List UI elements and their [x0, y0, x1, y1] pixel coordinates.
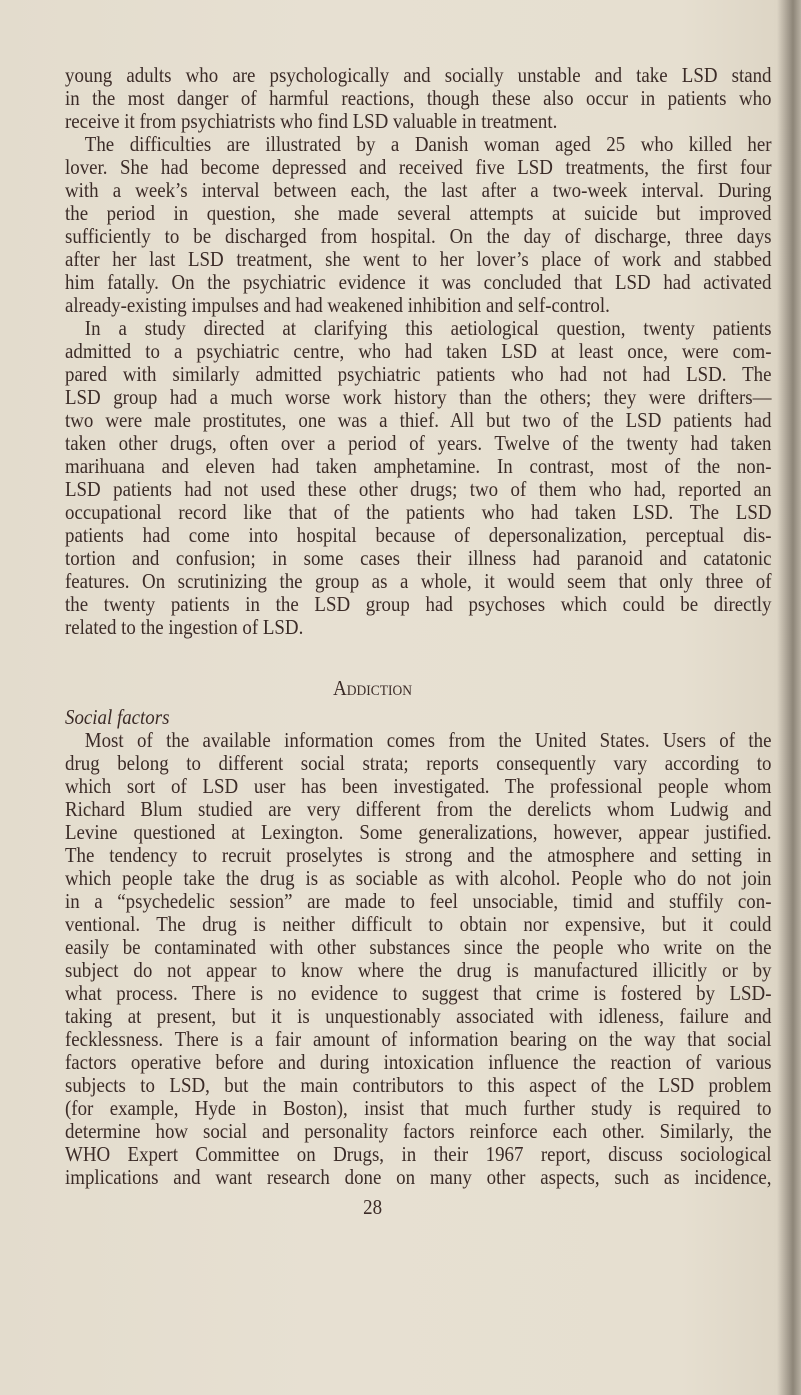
- text-line: factors operative before and during intoxication influence the reaction of various: [65, 1050, 772, 1074]
- text-line: after her last LSD treatment, she went to her lover’s place of work and stabbed: [65, 247, 772, 271]
- text-line: fecklessness. There is a fair amount of information bearing on the way that social: [65, 1027, 772, 1051]
- text-line: two were male prostitutes, one was a thief. All but two of the LSD patients had: [65, 408, 772, 432]
- text-line: sufficiently to be discharged from hospital. On the day of discharge, three days: [65, 224, 772, 248]
- text-line: with a week’s interval between each, the last after a two-week interval. During: [65, 178, 772, 202]
- text-line: ventional. The drug is neither difficult to obtain nor expensive, but it could: [65, 912, 772, 936]
- text-line: related to the ingestion of LSD.: [65, 615, 304, 639]
- text-line: already-existing impulses and had weakened inhibition and self-control.: [65, 293, 610, 317]
- text-line: the twenty patients in the LSD group had psychoses which could be directly: [65, 592, 772, 616]
- text-line: Richard Blum studied are very different from the derelicts whom Ludwig and: [65, 797, 772, 821]
- text-line: in a “psychedelic session” are made to feel unsociable, timid and stuffily con-: [65, 889, 772, 913]
- text-line: the period in question, she made several attempts at suicide but improved: [65, 201, 772, 225]
- text-line: LSD group had a much worse work history than the others; they were drifters—: [65, 385, 772, 409]
- text-line: in the most danger of harmful reactions, though these also occur in patients who: [65, 86, 772, 110]
- body-text-upper: [65, 64, 772, 639]
- text-line: implications and want research done on many other aspects, such as incidence,: [65, 1165, 772, 1189]
- text-line: subjects to LSD, but the main contributors to this aspect of the LSD problem: [65, 1073, 772, 1097]
- text-line: The tendency to recruit proselytes is strong and the atmosphere and setting in: [65, 843, 772, 867]
- subsection-heading: Social factors: [65, 705, 170, 729]
- text-line: lover. She had become depressed and received five LSD treatments, the first four: [65, 155, 772, 179]
- text-line: which sort of LSD user has been investigated. The professional people whom: [65, 774, 772, 798]
- body-text-lower: [65, 729, 772, 1189]
- text-line: young adults who are psychologically and socially unstable and take LSD stand: [65, 63, 772, 87]
- text-line: features. On scrutinizing the group as a whole, it would seem that only three of: [65, 569, 772, 593]
- text-line: Levine questioned at Lexington. Some generalizations, however, appear justified.: [65, 820, 772, 844]
- text-line: subject do not appear to know where the drug is manufactured illicitly or by: [65, 958, 772, 982]
- text-line: which people take the drug is as sociable as with alcohol. People who do not join: [65, 866, 772, 890]
- text-line: tortion and confusion; in some cases their illness had paranoid and catatonic: [65, 546, 772, 570]
- text-line: occupational record like that of the patients who had taken LSD. The LSD: [65, 500, 772, 524]
- text-line: drug belong to different social strata; reports consequently vary according to: [65, 751, 772, 775]
- section-heading: Addiction: [333, 676, 413, 700]
- text-line: Most of the available information comes from the United States. Users of the: [84, 728, 772, 752]
- page-number: 28: [363, 1195, 383, 1219]
- text-line: admitted to a psychiatric centre, who had taken LSD at least once, were com-: [65, 339, 772, 363]
- text-line: pared with similarly admitted psychiatric patients who had not had LSD. The: [65, 362, 772, 386]
- text-line: him fatally. On the psychiatric evidence it was concluded that LSD had activated: [65, 270, 772, 294]
- text-line: WHO Expert Committee on Drugs, in their 1967 report, discuss sociological: [65, 1142, 772, 1166]
- text-line: what process. There is no evidence to suggest that crime is fostered by LSD-: [65, 981, 772, 1005]
- text-line: In a study directed at clarifying this aetiological question, twenty patients: [84, 316, 772, 340]
- text-line: marihuana and eleven had taken amphetamine. In contrast, most of the non-: [65, 454, 772, 478]
- text-line: LSD patients had not used these other drugs; two of them who had, reported an: [65, 477, 772, 501]
- text-line: easily be contaminated with other substances since the people who write on the: [65, 935, 772, 959]
- text-line: receive it from psychiatrists who find LSD valuable in treatment.: [65, 109, 558, 133]
- text-line: patients had come into hospital because of depersonalization, perceptual dis-: [65, 523, 772, 547]
- text-line: taken other drugs, often over a period of years. Twelve of the twenty had taken: [65, 431, 772, 455]
- text-line: (for example, Hyde in Boston), insist that much further study is required to: [65, 1096, 772, 1120]
- text-line: taking at present, but it is unquestionably associated with idleness, failure and: [65, 1004, 772, 1028]
- text-line: The difficulties are illustrated by a Danish woman aged 25 who killed her: [84, 132, 772, 156]
- text-line: determine how social and personality factors reinforce each other. Similarly, the: [65, 1119, 772, 1143]
